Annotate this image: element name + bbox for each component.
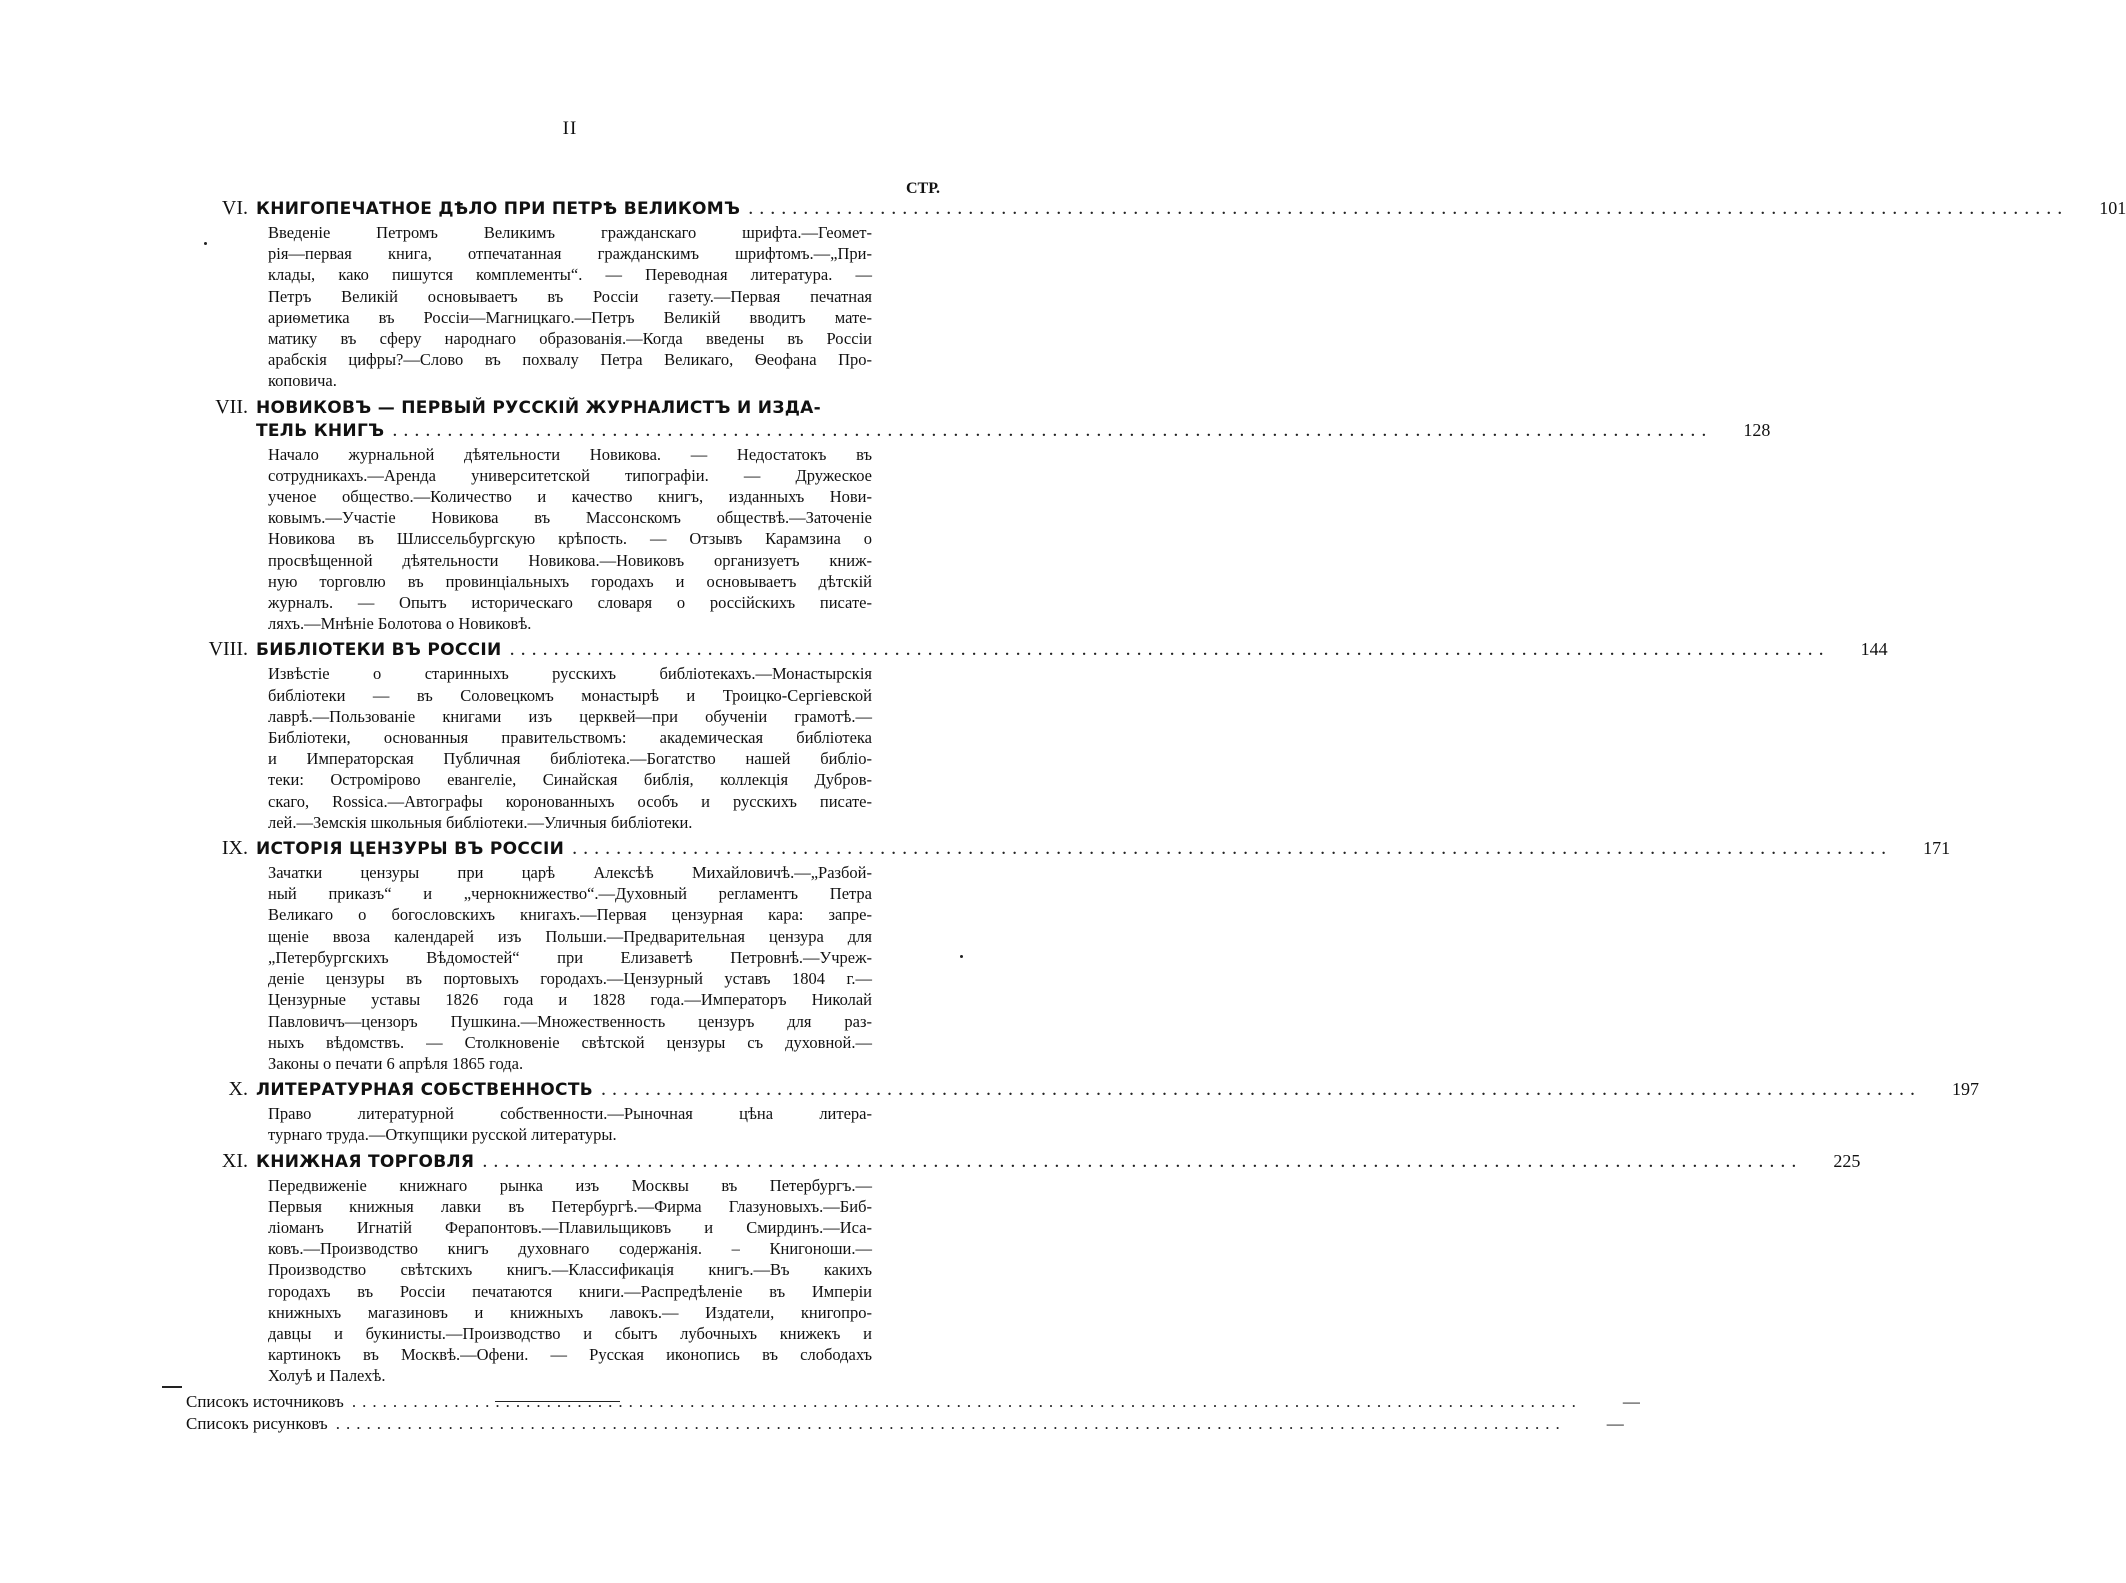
appendix-entry[interactable] <box>150 1413 1624 1435</box>
summary-line: Передвиженіе книжнаго рынка изъ Москвы въ Петербургъ.— <box>268 1175 872 1195</box>
toc-entry <box>150 837 1951 1074</box>
summary-line: Павловичъ—цензоръ Пушкина.—Множественность цензуръ для раз- <box>268 1011 872 1031</box>
toc-entry <box>150 638 1888 833</box>
summary-line: библіотеки — въ Соловецкомъ монастырѣ и Троицко-Сергіевской <box>268 685 872 705</box>
summary-line: ляхъ.—Мнѣніе Болотова о Новиковѣ. <box>268 614 532 634</box>
dot-leader: ........................................................................................................................ <box>351 1391 1582 1411</box>
chapter-page-number[interactable]: 144 <box>1860 639 1888 660</box>
dot-leader: ........................................................................................................................ <box>601 1078 1921 1101</box>
chapter-page-number[interactable]: 101 <box>2099 198 2126 218</box>
summary-line: книжныхъ магазиновъ и книжныхъ лавокъ.— Издатели, книгопро- <box>268 1302 872 1322</box>
summary-line: рія—первая книга, отпечатанная гражданскимъ шрифтомъ.—„При- <box>268 244 872 264</box>
summary-line: Цензурные уставы 1826 года и 1828 года.—Императоръ Николай <box>268 990 872 1010</box>
summary-line: давцы и букинисты.—Производство и сбытъ лубочныхъ книжекъ и <box>268 1323 872 1343</box>
summary-line: Законы о печати 6 апрѣля 1865 года. <box>268 1053 524 1073</box>
summary-line: ариѳметика въ Россіи—Магницкаго.—Петръ Великій вводитъ мате- <box>268 307 872 327</box>
chapter-title[interactable]: ЛИТЕРАТУРНАЯ СОБСТВЕННОСТЬ <box>256 1080 593 1101</box>
chapter-number: VI. <box>221 197 248 219</box>
chapter-page-number[interactable]: 128 <box>1743 419 1771 440</box>
toc-entry <box>150 1149 1861 1387</box>
summary-line: сотрудникахъ.—Аренда университетской типографіи. — Дружеское <box>268 465 872 485</box>
chapter-page-number[interactable]: 171 <box>1923 838 1951 859</box>
summary-line: скаго, Rossica.—Автографы коронованныхъ особъ и русскихъ писате- <box>268 791 872 811</box>
chapter-number: VII. <box>215 395 248 418</box>
summary-line: теки: Остромірово евангеліе, Синайская библія, коллекція Дубров- <box>268 770 872 790</box>
summary-line: и Императорская Публичная библіотека.—Богатство нашей библіо- <box>268 749 872 769</box>
toc-entry <box>150 395 1771 635</box>
chapter-number: X. <box>228 1078 248 1101</box>
chapter-number: IX. <box>221 837 248 860</box>
dot-leader: ........................................................................................................................ <box>482 1149 1803 1172</box>
toc-entry-title-line <box>150 1078 1979 1101</box>
summary-line: картинокъ въ Москвѣ.—Офени. — Русская иконопись въ слободахъ <box>268 1345 872 1365</box>
summary-line: Новикова въ Шлиссельбургскую крѣпость. — Отзывъ Карамзина о <box>268 529 872 549</box>
summary-line: просвѣщенной дѣятельности Новикова.—Новиковъ организуетъ книж- <box>268 550 872 570</box>
appendix-title: Списокъ источниковъ <box>186 1391 344 1411</box>
dot-leader: ........................................................................................................................ <box>509 638 1830 661</box>
summary-line: клады, како пишутся комплементы“. — Переводная литература. — <box>268 265 872 285</box>
page-column-header: СТР. <box>906 180 940 197</box>
table-of-contents <box>150 197 2126 1435</box>
summary-line: Извѣстіе о старинныхъ русскихъ библіотекахъ.—Монастырскія <box>268 664 872 684</box>
chapter-title[interactable]: БИБЛІОТЕКИ ВЪ РОССІИ <box>256 640 502 661</box>
toc-entry-title-line <box>150 638 1888 661</box>
summary-line: щеніе ввоза календарей изъ Польши.—Предварительная цензура для <box>268 926 872 946</box>
summary-line: Право литературной собственности.—Рыночная цѣна литера- <box>268 1104 872 1124</box>
print-speck <box>960 955 963 958</box>
summary-line: турнаго труда.—Откупщики русской литературы. <box>268 1125 617 1145</box>
summary-line: городахъ въ Россіи печатаются книги.—Распредѣленіе въ Имперіи <box>268 1281 872 1301</box>
summary-line: лей.—Земскія школьныя библіотеки.—Уличныя библіотеки. <box>268 812 693 832</box>
summary-line: Зачатки цензуры при царѣ Алексѣѣ Михайловичѣ.—„Разбой- <box>268 863 872 883</box>
summary-line: ковъ.—Производство книгъ духовнаго содержанія. – Книгоноши.— <box>268 1239 872 1259</box>
summary-line: Введеніе Петромъ Великимъ гражданскаго шрифта.—Геомет- <box>268 223 872 242</box>
chapter-summary <box>150 663 872 833</box>
dot-leader: ........................................................................................................................ <box>392 418 1713 441</box>
summary-line: матику въ сферу народнаго образованія.—Когда введены въ Россіи <box>268 329 872 349</box>
toc-entry-title-line <box>150 396 940 419</box>
toc-entry <box>150 1078 1979 1145</box>
page-number: II <box>562 118 578 139</box>
toc-entry-title-line <box>150 418 1771 442</box>
margin-mark <box>162 1386 182 1388</box>
chapter-title[interactable]: КНИГОПЕЧАТНОЕ ДѢЛО ПРИ ПЕТРѢ ВЕЛИКОМЪ <box>256 199 741 219</box>
summary-line: Петръ Великій основываетъ въ Россіи газету.—Первая печатная <box>268 286 872 306</box>
chapter-page-number[interactable]: 225 <box>1833 1150 1861 1171</box>
chapter-summary <box>150 1103 872 1145</box>
appendix-page-number: — <box>1622 1391 1640 1411</box>
dot-leader: ........................................................................................................................ <box>572 837 1893 860</box>
chapter-title[interactable]: ТЕЛЬ КНИГЪ <box>256 420 385 441</box>
summary-line: ный приказъ“ и „чернокнижество“.—Духовный регламентъ Петра <box>268 884 872 904</box>
chapter-number: VIII. <box>208 638 248 661</box>
summary-line: Библіотеки, основанныя правительствомъ: академическая библіотека <box>268 728 872 748</box>
chapter-summary <box>150 862 872 1074</box>
summary-line: Первыя книжныя лавки въ Петербургѣ.—Фирма Глазуновыхъ.—Биб- <box>268 1196 872 1216</box>
toc-entry-title-line <box>150 1149 1861 1173</box>
summary-line: Производство свѣтскихъ книгъ.—Классификація книгъ.—Въ какихъ <box>268 1260 872 1280</box>
summary-line: арабскія цифры?—Слово въ похвалу Петра Великаго, Ѳеофана Про- <box>268 350 872 370</box>
summary-line: Великаго о богословскихъ книгахъ.—Первая цензурная кара: запре- <box>268 905 872 925</box>
chapter-number: XI. <box>221 1149 248 1172</box>
summary-line: коповича. <box>268 371 337 391</box>
toc-entry <box>150 197 2126 392</box>
dot-leader: ........................................................................................................................ <box>748 197 2069 219</box>
closing-rule <box>495 1401 620 1402</box>
summary-line: ныхъ вѣдомствъ. — Столкновеніе свѣтской цензуры съ духовной.— <box>268 1032 872 1052</box>
summary-line: журналъ. — Опытъ историческаго словаря о россійскихъ писате- <box>268 593 872 613</box>
chapter-summary <box>150 222 872 392</box>
summary-line: ную торговлю въ провинціальныхъ городахъ и основываетъ дѣтскій <box>268 571 872 591</box>
print-speck <box>204 242 207 245</box>
chapter-summary <box>150 444 872 635</box>
chapter-title[interactable]: КНИЖНАЯ ТОРГОВЛЯ <box>256 1151 475 1172</box>
toc-entry-title-line <box>150 197 2126 220</box>
toc-entry-title-line <box>150 837 1951 860</box>
summary-line: Начало журнальной дѣятельности Новикова. — Недостатокъ въ <box>268 444 872 464</box>
chapter-summary <box>150 1175 872 1387</box>
dot-leader: ........................................................................................................................ <box>335 1413 1566 1433</box>
summary-line: ученое общество.—Количество и качество книгъ, изданныхъ Нови- <box>268 487 872 507</box>
summary-line: „Петербургскихъ Вѣдомостей“ при Елизаветѣ Петровнѣ.—Учреж- <box>268 947 872 967</box>
summary-line: Холуѣ и Палехѣ. <box>268 1366 386 1386</box>
summary-line: ковымъ.—Участіе Новикова въ Массонскомъ обществѣ.—Заточеніе <box>268 508 872 528</box>
summary-line: деніе цензуры въ портовыхъ городахъ.—Цензурный уставъ 1804 г.— <box>268 969 872 989</box>
summary-line: ліоманъ Игнатій Ферапонтовъ.—Плавильщиковъ и Смирдинъ.—Иса- <box>268 1217 872 1237</box>
summary-line: лаврѣ.—Пользованіе книгами изъ церквей—при обученіи грамотѣ.— <box>268 706 872 726</box>
chapter-page-number[interactable]: 197 <box>1952 1079 1979 1100</box>
chapter-title[interactable]: ИСТОРІЯ ЦЕНЗУРЫ ВЪ РОССІИ <box>256 839 565 860</box>
chapter-title[interactable]: НОВИКОВЪ — ПЕРВЫЙ РУССКІЙ ЖУРНАЛИСТЪ И ИЗДА- <box>256 397 821 418</box>
appendix-page-number: — <box>1606 1413 1624 1433</box>
appendix-title: Списокъ рисунковъ <box>186 1413 328 1433</box>
